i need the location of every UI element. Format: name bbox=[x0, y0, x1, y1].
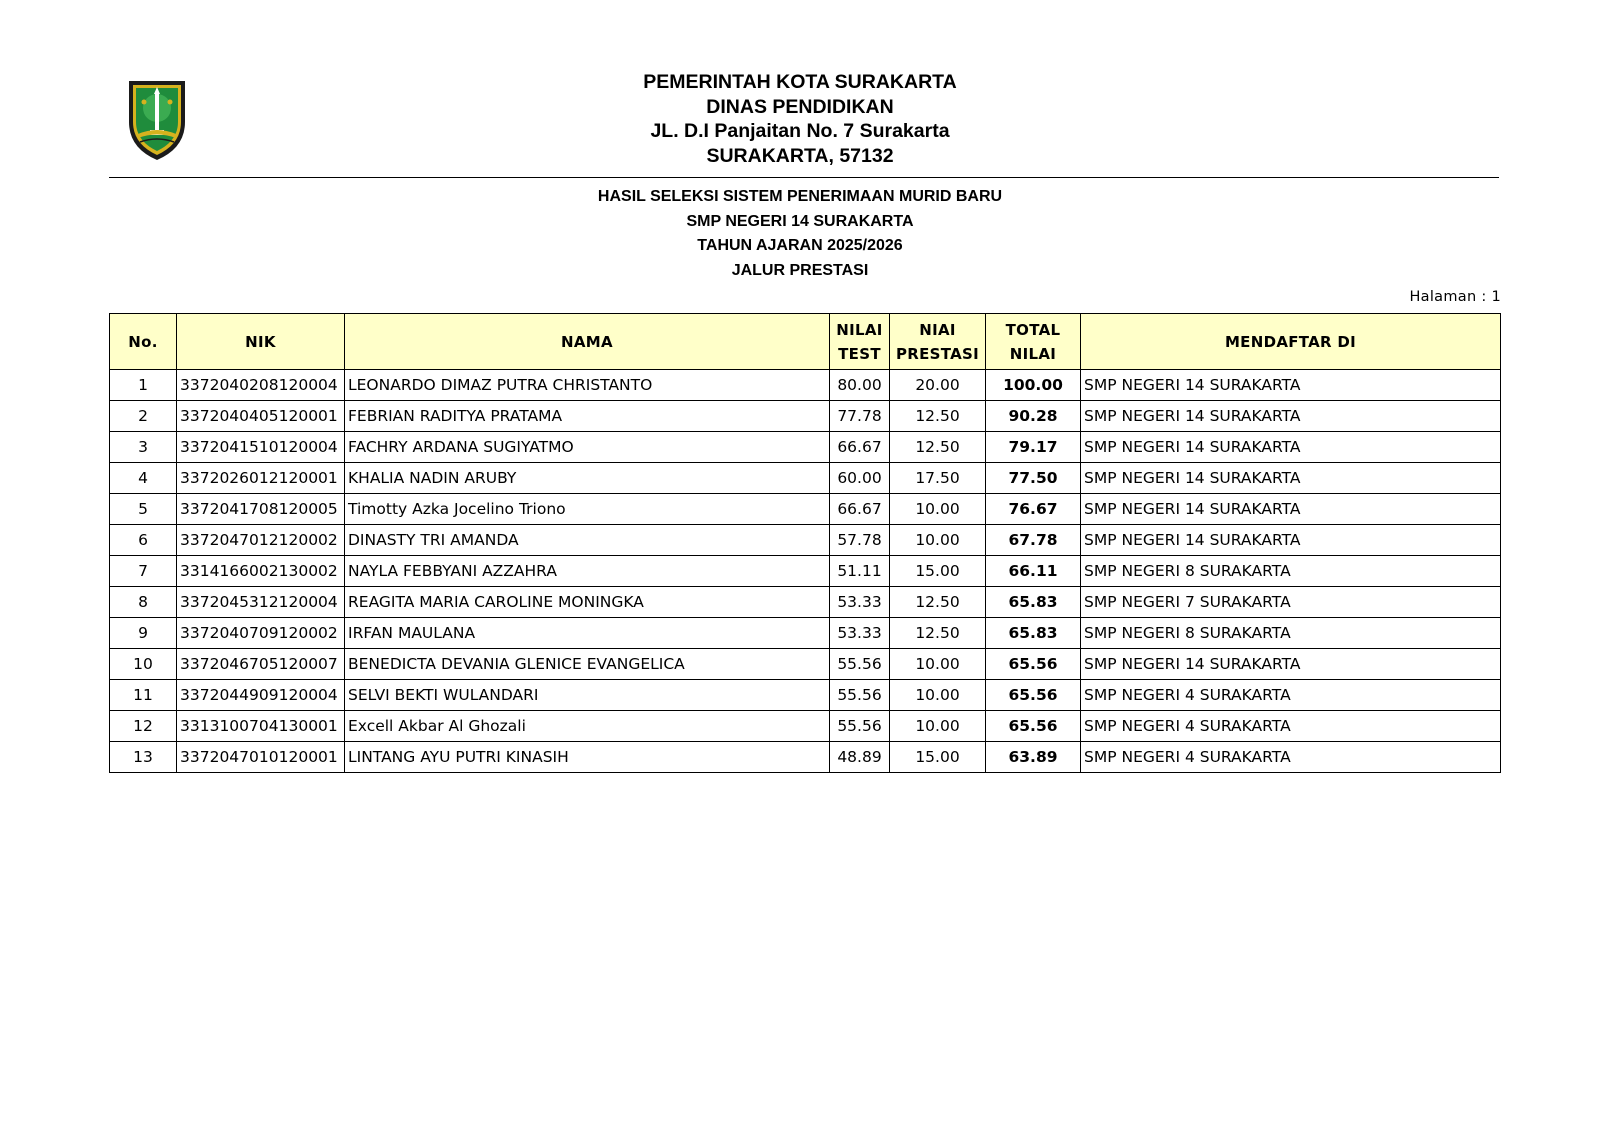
cell-nama: Excell Akbar Al Ghozali bbox=[345, 711, 830, 742]
cell-nama: IRFAN MAULANA bbox=[345, 618, 830, 649]
cell-nilai-test: 66.67 bbox=[830, 494, 890, 525]
cell-no: 11 bbox=[110, 680, 177, 711]
org-line-1: PEMERINTAH KOTA SURAKARTA bbox=[643, 71, 957, 93]
title-school: SMP NEGERI 14 SURAKARTA bbox=[686, 212, 914, 230]
cell-nilai-test: 66.67 bbox=[830, 432, 890, 463]
column-header-nilai-test-line1: NILAI bbox=[836, 320, 883, 339]
cell-nilai-test: 55.56 bbox=[830, 649, 890, 680]
cell-no: 2 bbox=[110, 401, 177, 432]
cell-mendaftar-di: SMP NEGERI 14 SURAKARTA bbox=[1081, 463, 1501, 494]
cell-no: 6 bbox=[110, 525, 177, 556]
cell-nilai-prestasi: 12.50 bbox=[890, 401, 986, 432]
cell-mendaftar-di: SMP NEGERI 14 SURAKARTA bbox=[1081, 432, 1501, 463]
cell-total-nilai: 65.83 bbox=[986, 587, 1081, 618]
cell-mendaftar-di: SMP NEGERI 14 SURAKARTA bbox=[1081, 401, 1501, 432]
cell-nik: 3372040405120001 bbox=[177, 401, 345, 432]
table-row bbox=[110, 463, 1501, 494]
document-title bbox=[450, 185, 1150, 283]
cell-no: 4 bbox=[110, 463, 177, 494]
cell-nilai-prestasi: 15.00 bbox=[890, 742, 986, 773]
column-header-nama: NAMA bbox=[345, 314, 830, 370]
cell-total-nilai: 79.17 bbox=[986, 432, 1081, 463]
cell-nama: DINASTY TRI AMANDA bbox=[345, 525, 830, 556]
cell-no: 9 bbox=[110, 618, 177, 649]
cell-nama: KHALIA NADIN ARUBY bbox=[345, 463, 830, 494]
cell-nik: 3314166002130002 bbox=[177, 556, 345, 587]
cell-total-nilai: 77.50 bbox=[986, 463, 1081, 494]
cell-nama: NAYLA FEBBYANI AZZAHRA bbox=[345, 556, 830, 587]
cell-nik: 3372026012120001 bbox=[177, 463, 345, 494]
cell-nama: Timotty Azka Jocelino Triono bbox=[345, 494, 830, 525]
column-header-niai-prestasi bbox=[890, 314, 986, 370]
cell-nilai-prestasi: 10.00 bbox=[890, 525, 986, 556]
cell-total-nilai: 76.67 bbox=[986, 494, 1081, 525]
cell-nilai-prestasi: 10.00 bbox=[890, 494, 986, 525]
cell-mendaftar-di: SMP NEGERI 7 SURAKARTA bbox=[1081, 587, 1501, 618]
cell-mendaftar-di: SMP NEGERI 14 SURAKARTA bbox=[1081, 494, 1501, 525]
org-line-2: DINAS PENDIDIKAN bbox=[706, 95, 894, 118]
cell-nilai-test: 51.11 bbox=[830, 556, 890, 587]
cell-no: 10 bbox=[110, 649, 177, 680]
cell-no: 3 bbox=[110, 432, 177, 463]
header-divider bbox=[109, 177, 1499, 178]
letterhead bbox=[500, 70, 1100, 168]
cell-no: 12 bbox=[110, 711, 177, 742]
title-academic-year: TAHUN AJARAN 2025/2026 bbox=[697, 237, 903, 254]
column-header-total-nilai-line1: TOTAL bbox=[1005, 320, 1061, 339]
cell-mendaftar-di: SMP NEGERI 4 SURAKARTA bbox=[1081, 680, 1501, 711]
cell-nilai-prestasi: 10.00 bbox=[890, 680, 986, 711]
cell-no: 1 bbox=[110, 370, 177, 401]
org-address: JL. D.I Panjaitan No. 7 Surakarta bbox=[650, 120, 950, 142]
table-row bbox=[110, 401, 1501, 432]
column-header-total-nilai-line2: NILAI bbox=[1009, 344, 1057, 363]
cell-mendaftar-di: SMP NEGERI 14 SURAKARTA bbox=[1081, 649, 1501, 680]
table-row bbox=[110, 370, 1501, 401]
column-header-niai-prestasi-line1: NIAI bbox=[919, 320, 956, 339]
page-number: Halaman : 1 bbox=[1409, 289, 1501, 305]
cell-nama: LINTANG AYU PUTRI KINASIH bbox=[345, 742, 830, 773]
title-track: JALUR PRESTASI bbox=[731, 261, 869, 279]
cell-nilai-test: 80.00 bbox=[830, 370, 890, 401]
cell-no: 7 bbox=[110, 556, 177, 587]
cell-total-nilai: 65.56 bbox=[986, 680, 1081, 711]
cell-total-nilai: 65.56 bbox=[986, 649, 1081, 680]
cell-nilai-prestasi: 15.00 bbox=[890, 556, 986, 587]
cell-nik: 3313100704130001 bbox=[177, 711, 345, 742]
cell-nama: REAGITA MARIA CAROLINE MONINGKA bbox=[345, 587, 830, 618]
cell-no: 5 bbox=[110, 494, 177, 525]
cell-nilai-test: 53.33 bbox=[830, 618, 890, 649]
cell-nilai-test: 53.33 bbox=[830, 587, 890, 618]
cell-nik: 3372041510120004 bbox=[177, 432, 345, 463]
cell-nilai-test: 57.78 bbox=[830, 525, 890, 556]
cell-total-nilai: 67.78 bbox=[986, 525, 1081, 556]
cell-total-nilai: 90.28 bbox=[986, 401, 1081, 432]
column-header-nilai-test bbox=[830, 314, 890, 370]
table-row bbox=[110, 556, 1501, 587]
cell-nilai-prestasi: 10.00 bbox=[890, 649, 986, 680]
cell-mendaftar-di: SMP NEGERI 14 SURAKARTA bbox=[1081, 525, 1501, 556]
cell-nilai-test: 48.89 bbox=[830, 742, 890, 773]
cell-nik: 3372047010120001 bbox=[177, 742, 345, 773]
column-header-mendaftar-di: MENDAFTAR DI bbox=[1081, 314, 1501, 370]
cell-total-nilai: 66.11 bbox=[986, 556, 1081, 587]
table-row bbox=[110, 525, 1501, 556]
cell-nilai-prestasi: 10.00 bbox=[890, 711, 986, 742]
cell-nilai-prestasi: 12.50 bbox=[890, 432, 986, 463]
table-row bbox=[110, 649, 1501, 680]
cell-total-nilai: 100.00 bbox=[986, 370, 1081, 401]
cell-nik: 3372044909120004 bbox=[177, 680, 345, 711]
cell-mendaftar-di: SMP NEGERI 14 SURAKARTA bbox=[1081, 370, 1501, 401]
cell-mendaftar-di: SMP NEGERI 8 SURAKARTA bbox=[1081, 556, 1501, 587]
cell-nilai-test: 55.56 bbox=[830, 680, 890, 711]
cell-nilai-prestasi: 20.00 bbox=[890, 370, 986, 401]
cell-nik: 3372045312120004 bbox=[177, 587, 345, 618]
cell-nilai-test: 60.00 bbox=[830, 463, 890, 494]
cell-nik: 3372040208120004 bbox=[177, 370, 345, 401]
table-row bbox=[110, 680, 1501, 711]
cell-mendaftar-di: SMP NEGERI 4 SURAKARTA bbox=[1081, 711, 1501, 742]
table-row bbox=[110, 618, 1501, 649]
column-header-nik: NIK bbox=[177, 314, 345, 370]
table-row bbox=[110, 432, 1501, 463]
cell-nik: 3372040709120002 bbox=[177, 618, 345, 649]
cell-total-nilai: 65.83 bbox=[986, 618, 1081, 649]
column-header-nilai-test-line2: TEST bbox=[838, 344, 881, 363]
cell-mendaftar-di: SMP NEGERI 8 SURAKARTA bbox=[1081, 618, 1501, 649]
cell-total-nilai: 65.56 bbox=[986, 711, 1081, 742]
cell-nama: LEONARDO DIMAZ PUTRA CHRISTANTO bbox=[345, 370, 830, 401]
cell-nilai-test: 77.78 bbox=[830, 401, 890, 432]
cell-nilai-prestasi: 12.50 bbox=[890, 587, 986, 618]
cell-no: 13 bbox=[110, 742, 177, 773]
cell-nilai-prestasi: 17.50 bbox=[890, 463, 986, 494]
cell-nilai-prestasi: 12.50 bbox=[890, 618, 986, 649]
table-row bbox=[110, 742, 1501, 773]
cell-nama: BENEDICTA DEVANIA GLENICE EVANGELICA bbox=[345, 649, 830, 680]
results-table bbox=[109, 313, 1501, 773]
cell-nik: 3372047012120002 bbox=[177, 525, 345, 556]
table-row bbox=[110, 587, 1501, 618]
cell-nama: FACHRY ARDANA SUGIYATMO bbox=[345, 432, 830, 463]
title-line-1: HASIL SELEKSI SISTEM PENERIMAAN MURID BARU bbox=[597, 188, 1003, 205]
column-header-no: No. bbox=[110, 314, 177, 370]
cell-nik: 3372046705120007 bbox=[177, 649, 345, 680]
table-row bbox=[110, 711, 1501, 742]
cell-total-nilai: 63.89 bbox=[986, 742, 1081, 773]
cell-nilai-test: 55.56 bbox=[830, 711, 890, 742]
table-header-row bbox=[110, 314, 1501, 370]
cell-nama: FEBRIAN RADITYA PRATAMA bbox=[345, 401, 830, 432]
column-header-total-nilai bbox=[986, 314, 1081, 370]
cell-nama: SELVI BEKTI WULANDARI bbox=[345, 680, 830, 711]
cell-mendaftar-di: SMP NEGERI 4 SURAKARTA bbox=[1081, 742, 1501, 773]
surakarta-city-crest-icon bbox=[126, 78, 188, 162]
cell-no: 8 bbox=[110, 587, 177, 618]
table-row bbox=[110, 494, 1501, 525]
org-city-postcode: SURAKARTA, 57132 bbox=[706, 144, 894, 167]
column-header-niai-prestasi-line2: PRESTASI bbox=[895, 344, 980, 363]
cell-nik: 3372041708120005 bbox=[177, 494, 345, 525]
